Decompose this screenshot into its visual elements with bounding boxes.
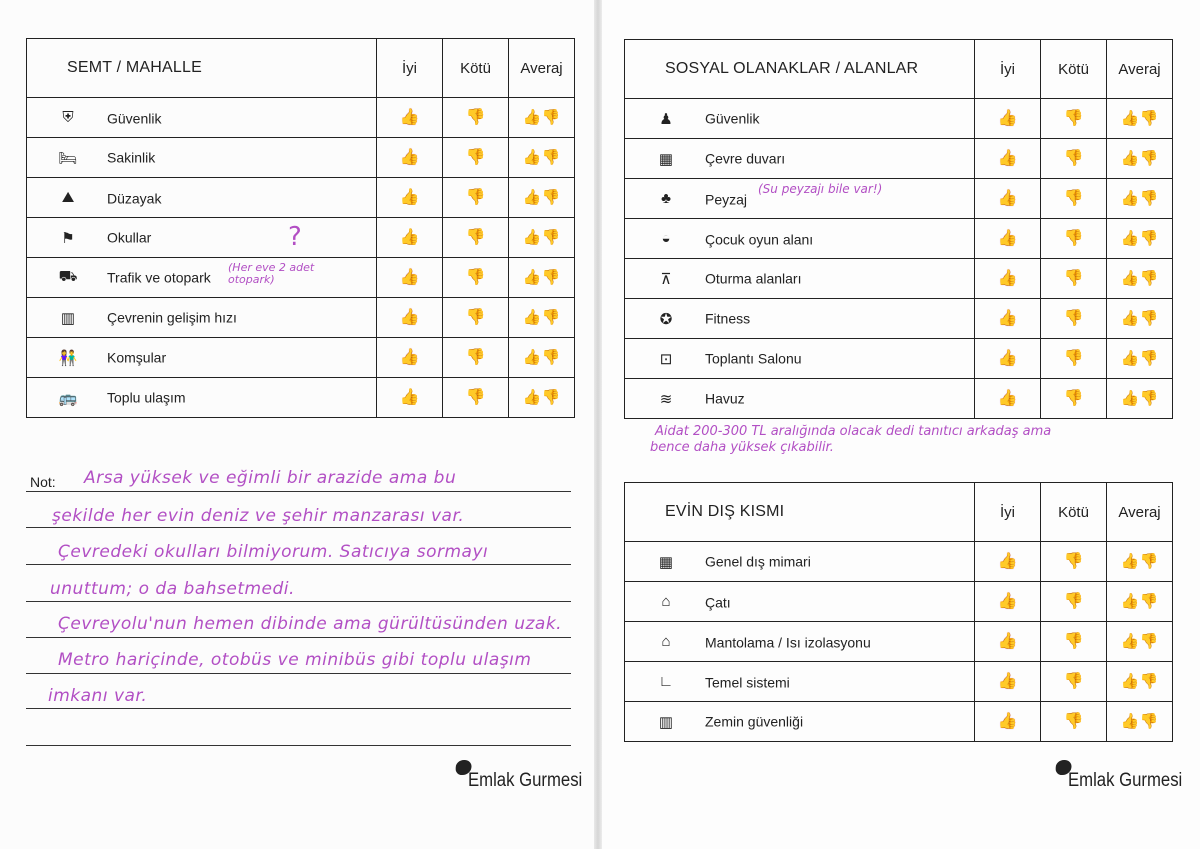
row-label: Peyzaj (705, 190, 748, 207)
rating-good-cell[interactable] (975, 139, 1041, 179)
bus-icon: 🚌 (58, 389, 78, 407)
thumbs-mixed-icon: 👍 👎 (1120, 390, 1159, 407)
note-line-text: imkanı var. (48, 686, 148, 706)
header-good: İyi (975, 40, 1041, 99)
row-label-cell (27, 98, 377, 138)
note-line-text: Çevredeki okulları bilmiyorum. Satıcıya sormayı (58, 542, 489, 562)
rating-bad-cell[interactable] (1041, 99, 1107, 139)
note-label: Not: (30, 474, 56, 490)
row-label-cell (27, 138, 377, 178)
thumbs-down-icon: 👎 (1063, 712, 1084, 730)
thumbs-mixed-icon: 👍 👎 (1120, 230, 1159, 247)
thumbs-mixed-icon: 👍 👎 (522, 269, 561, 286)
rating-good-cell[interactable] (975, 259, 1041, 299)
wall-icon: ▦ (658, 150, 674, 168)
rating-average-cell[interactable] (1107, 219, 1173, 259)
row-label-cell (27, 298, 377, 338)
thumbs-up-icon: 👍 (997, 309, 1018, 327)
thumbs-down-icon: 👎 (1063, 552, 1084, 570)
note-line-text: Metro hariçinde, otobüs ve minibüs gibi toplu ulaşım (58, 650, 532, 670)
thumbs-down-icon: 👎 (1063, 149, 1084, 167)
rating-bad-cell[interactable] (443, 138, 509, 178)
table-row (27, 98, 575, 138)
rating-average-cell[interactable] (1107, 299, 1173, 339)
meeting-icon: ⊡ (659, 350, 673, 368)
thumbs-up-icon: 👍 (399, 348, 420, 366)
header-good: İyi (975, 483, 1041, 542)
row-label: Trafik ve otopark (107, 269, 211, 286)
table-row (625, 702, 1173, 742)
row-label-cell (625, 542, 975, 582)
thumbs-mixed-icon: 👍 👎 (522, 109, 561, 126)
row-label: Çatı (705, 593, 731, 610)
thumbs-up-icon: 👍 (997, 552, 1018, 570)
row-label-cell (27, 178, 377, 218)
header-average: Averaj (1107, 40, 1173, 99)
row-label: Çocuk oyun alanı (705, 230, 814, 247)
rating-average-cell[interactable] (509, 338, 575, 378)
page-gutter (594, 0, 602, 849)
rating-good-cell[interactable] (975, 662, 1041, 702)
rating-good-cell[interactable] (975, 179, 1041, 219)
thumbs-down-icon: 👎 (465, 268, 486, 286)
aidat-note-line2: bence daha yüksek çıkabilir. (650, 440, 834, 455)
rating-good-cell[interactable] (377, 338, 443, 378)
thumbs-up-icon: 👍 (997, 229, 1018, 247)
rating-good-cell[interactable] (377, 98, 443, 138)
thumbs-up-icon: 👍 (997, 189, 1018, 207)
thumbs-down-icon: 👎 (1063, 592, 1084, 610)
rating-average-cell[interactable] (509, 98, 575, 138)
table-row (625, 259, 1173, 299)
rating-good-cell[interactable] (377, 178, 443, 218)
trafik-annotation: (Her eve 2 adet otopark) (228, 261, 315, 286)
rating-average-cell[interactable] (1107, 99, 1173, 139)
thumbs-up-icon: 👍 (399, 228, 420, 246)
rating-good-cell[interactable] (975, 339, 1041, 379)
rating-average-cell[interactable] (509, 298, 575, 338)
okullar-question-annotation: ? (288, 222, 302, 252)
thumbs-mixed-icon: 👍 👎 (1120, 553, 1159, 570)
header-bad: Kötü (443, 39, 509, 98)
row-label: Mantolama / Isı izolasyonu (705, 633, 871, 650)
thumbs-up-icon: 👍 (997, 592, 1018, 610)
rating-average-cell[interactable] (1107, 582, 1173, 622)
note-line-text: Arsa yüksek ve eğimli bir arazide ama bu (84, 468, 457, 488)
row-label-cell (625, 99, 975, 139)
thumbs-down-icon: 👎 (465, 108, 486, 126)
thumbs-mixed-icon: 👍 👎 (522, 189, 561, 206)
roof-icon: ⌂ (661, 593, 671, 611)
note-rule-line (26, 491, 571, 492)
thumbs-up-icon: 👍 (997, 269, 1018, 287)
rating-average-cell[interactable] (509, 218, 575, 258)
row-label-cell (625, 339, 975, 379)
thumbs-up-icon: 👍 (399, 188, 420, 206)
bench-icon: ⊼ (660, 270, 672, 288)
note-rule-line (26, 637, 571, 638)
rating-average-cell[interactable] (509, 178, 575, 218)
row-label: Çevre duvarı (705, 150, 786, 167)
thumbs-mixed-icon: 👍 👎 (1120, 190, 1159, 207)
thumbs-mixed-icon: 👍 👎 (522, 309, 561, 326)
thumbs-up-icon: 👍 (399, 308, 420, 326)
rating-bad-cell[interactable] (443, 338, 509, 378)
thumbs-down-icon: 👎 (1063, 189, 1084, 207)
thumbs-up-icon: 👍 (399, 268, 420, 286)
rating-good-cell[interactable] (975, 702, 1041, 742)
table-row (625, 622, 1173, 662)
note-rule-line (26, 564, 571, 565)
thumbs-up-icon: 👍 (399, 108, 420, 126)
rating-good-cell[interactable] (975, 379, 1041, 419)
rating-average-cell[interactable] (1107, 179, 1173, 219)
mountain-icon: ⛰ (61, 189, 75, 207)
thumbs-down-icon: 👎 (1063, 349, 1084, 367)
rating-good-cell[interactable] (377, 218, 443, 258)
rating-bad-cell[interactable] (443, 378, 509, 418)
rating-bad-cell[interactable] (1041, 339, 1107, 379)
table-row (27, 178, 575, 218)
peyzaj-annotation: (Su peyzajı bile var!) (758, 182, 883, 196)
row-label: Oturma alanları (705, 270, 802, 287)
table-row (625, 582, 1173, 622)
header-bad: Kötü (1041, 483, 1107, 542)
car-icon: ⛟ (58, 268, 78, 285)
rating-bad-cell[interactable] (1041, 582, 1107, 622)
thumbs-mixed-icon: 👍 👎 (522, 349, 561, 366)
building-icon: ▦ (658, 553, 674, 571)
rating-average-cell[interactable] (1107, 139, 1173, 179)
rating-good-cell[interactable] (975, 622, 1041, 662)
sosyal-olanaklar-table (624, 39, 1173, 419)
table-row (625, 139, 1173, 179)
rating-average-cell[interactable] (509, 378, 575, 418)
thumbs-mixed-icon: 👍 👎 (1120, 350, 1159, 367)
note-rule-line (26, 673, 571, 674)
table-row (27, 138, 575, 178)
thumbs-up-icon: 👍 (997, 712, 1018, 730)
rating-good-cell[interactable] (975, 219, 1041, 259)
rating-bad-cell[interactable] (1041, 299, 1107, 339)
thumbs-down-icon: 👎 (1063, 309, 1084, 327)
thumbs-down-icon: 👎 (1063, 229, 1084, 247)
rating-bad-cell[interactable] (1041, 622, 1107, 662)
table-row (625, 339, 1173, 379)
rating-good-cell[interactable] (377, 298, 443, 338)
table-title: SEMT / MAHALLE (27, 39, 377, 98)
row-label: Okullar (107, 229, 152, 246)
row-label-cell (625, 299, 975, 339)
thumbs-up-icon: 👍 (399, 148, 420, 166)
note-rule-line (26, 527, 571, 528)
thumbs-mixed-icon: 👍 👎 (1120, 310, 1159, 327)
thumbs-up-icon: 👍 (997, 149, 1018, 167)
rating-bad-cell[interactable] (1041, 219, 1107, 259)
header-bad: Kötü (1041, 40, 1107, 99)
rating-average-cell[interactable] (1107, 622, 1173, 662)
header-good: İyi (377, 39, 443, 98)
row-label-cell (27, 378, 377, 418)
thumbs-up-icon: 👍 (997, 349, 1018, 367)
thumbs-down-icon: 👎 (465, 188, 486, 206)
thumbs-down-icon: 👎 (465, 308, 486, 326)
thumbs-mixed-icon: 👍 👎 (1120, 593, 1159, 610)
table-row (625, 542, 1173, 582)
note-line-text: şekilde her evin deniz ve şehir manzarası var. (52, 506, 465, 526)
row-label: Komşular (107, 349, 167, 366)
aidat-note-line1: Aidat 200-300 TL aralığında olacak dedi tanıtıcı arkadaş ama (655, 424, 1052, 439)
table-row (625, 379, 1173, 419)
students-icon: ⚑ (61, 229, 75, 247)
rating-bad-cell[interactable] (1041, 702, 1107, 742)
rating-average-cell[interactable] (1107, 259, 1173, 299)
thumbs-mixed-icon: 👍 👎 (522, 389, 561, 406)
brand-logo-right (1068, 770, 1182, 792)
row-label-cell (625, 219, 975, 259)
floor-icon: ▥ (658, 713, 674, 731)
rating-good-cell[interactable] (975, 542, 1041, 582)
row-label: Genel dış mimari (705, 553, 811, 570)
table-title: EVİN DIŞ KISMI (625, 483, 975, 542)
pool-icon: ≋ (659, 390, 673, 408)
note-rule-line (26, 708, 571, 709)
rating-good-cell[interactable] (377, 138, 443, 178)
rating-average-cell[interactable] (509, 138, 575, 178)
row-label: Havuz (705, 390, 745, 407)
tree-icon: ♣ (661, 190, 671, 208)
guard-icon: ♟ (659, 110, 673, 128)
rating-bad-cell[interactable] (1041, 542, 1107, 582)
brand-logo-left (468, 770, 582, 792)
row-label: Sakinlik (107, 149, 156, 166)
table-row (625, 179, 1173, 219)
brand-name: Emlak Gurmesi (468, 770, 583, 791)
thumbs-down-icon: 👎 (465, 388, 486, 406)
thumbs-down-icon: 👎 (1063, 109, 1084, 127)
thumbs-mixed-icon: 👍 👎 (1120, 110, 1159, 127)
note-line-text: unuttum; o da bahsetmedi. (50, 579, 295, 599)
thumbs-up-icon: 👍 (997, 389, 1018, 407)
rating-bad-cell[interactable] (443, 218, 509, 258)
fitness-icon: ✪ (659, 310, 673, 328)
rating-good-cell[interactable] (377, 258, 443, 298)
row-label: Fitness (705, 310, 751, 327)
table-row (625, 299, 1173, 339)
foundation-icon: ∟ (658, 673, 674, 691)
thumbs-mixed-icon: 👍 👎 (522, 229, 561, 246)
rating-bad-cell[interactable] (443, 258, 509, 298)
bed-icon: 🛏 (58, 149, 78, 167)
rating-bad-cell[interactable] (1041, 662, 1107, 702)
header-average: Averaj (509, 39, 575, 98)
thumbs-down-icon: 👎 (465, 348, 486, 366)
note-rule-line (26, 745, 571, 746)
rating-bad-cell[interactable] (1041, 179, 1107, 219)
row-label: Zemin güvenliği (705, 713, 804, 730)
table-row (625, 662, 1173, 702)
thumbs-down-icon: 👎 (465, 148, 486, 166)
rating-average-cell[interactable] (1107, 662, 1173, 702)
row-label-cell (625, 139, 975, 179)
rating-bad-cell[interactable] (1041, 259, 1107, 299)
thumbs-mixed-icon: 👍 👎 (1120, 673, 1159, 690)
rating-average-cell[interactable] (1107, 702, 1173, 742)
row-label: Toplantı Salonu (705, 350, 802, 367)
rating-average-cell[interactable] (1107, 542, 1173, 582)
table-row (27, 298, 575, 338)
shield-icon: ⛨ (62, 109, 74, 127)
thumbs-up-icon: 👍 (997, 109, 1018, 127)
table-row (27, 338, 575, 378)
row-label: Toplu ulaşım (107, 389, 186, 406)
thumbs-mixed-icon: 👍 👎 (1120, 633, 1159, 650)
row-label-cell (625, 702, 975, 742)
rating-good-cell[interactable] (975, 299, 1041, 339)
table-row (625, 99, 1173, 139)
row-label: Temel sistemi (705, 673, 790, 690)
thumbs-down-icon: 👎 (1063, 672, 1084, 690)
row-label-cell (27, 218, 377, 258)
thumbs-up-icon: 👍 (399, 388, 420, 406)
note-rule-line (26, 601, 571, 602)
table-title: SOSYAL OLANAKLAR / ALANLAR (625, 40, 975, 99)
house-icon: ⌂ (661, 633, 671, 651)
rating-good-cell[interactable] (975, 99, 1041, 139)
neighbors-icon: 👫 (58, 349, 78, 367)
table-row (625, 219, 1173, 259)
thumbs-down-icon: 👎 (465, 228, 486, 246)
rating-average-cell[interactable] (509, 258, 575, 298)
row-label-cell (625, 582, 975, 622)
rating-bad-cell[interactable] (443, 178, 509, 218)
row-label-cell (625, 662, 975, 702)
rating-good-cell[interactable] (377, 378, 443, 418)
rating-bad-cell[interactable] (1041, 379, 1107, 419)
rating-bad-cell[interactable] (443, 98, 509, 138)
note-line-text: Çevreyolu'nun hemen dibinde ama gürültüsünden uzak. (58, 614, 563, 634)
rating-bad-cell[interactable] (1041, 139, 1107, 179)
row-label: Düzayak (107, 189, 162, 206)
row-label-cell (27, 338, 377, 378)
sandbox-icon: ◒ (661, 230, 671, 248)
thumbs-down-icon: 👎 (1063, 269, 1084, 287)
thumbs-up-icon: 👍 (997, 632, 1018, 650)
row-label-cell (625, 622, 975, 662)
thumbs-up-icon: 👍 (997, 672, 1018, 690)
evin-dis-kismi-table (624, 482, 1173, 742)
rating-average-cell[interactable] (1107, 379, 1173, 419)
thumbs-down-icon: 👎 (1063, 632, 1084, 650)
row-label: Güvenlik (107, 109, 162, 126)
thumbs-mixed-icon: 👍 👎 (1120, 713, 1159, 730)
thumbs-mixed-icon: 👍 👎 (1120, 150, 1159, 167)
row-label-cell (625, 379, 975, 419)
rating-average-cell[interactable] (1107, 339, 1173, 379)
table-row (27, 378, 575, 418)
row-label: Çevrenin gelişim hızı (107, 309, 237, 326)
thumbs-mixed-icon: 👍 👎 (522, 149, 561, 166)
row-label: Güvenlik (705, 110, 760, 127)
thumbs-down-icon: 👎 (1063, 389, 1084, 407)
header-average: Averaj (1107, 483, 1173, 542)
row-label-cell (625, 259, 975, 299)
brand-name: Emlak Gurmesi (1068, 770, 1183, 791)
rating-bad-cell[interactable] (443, 298, 509, 338)
city-growth-icon: ▥ (60, 309, 76, 327)
rating-good-cell[interactable] (975, 582, 1041, 622)
thumbs-mixed-icon: 👍 👎 (1120, 270, 1159, 287)
